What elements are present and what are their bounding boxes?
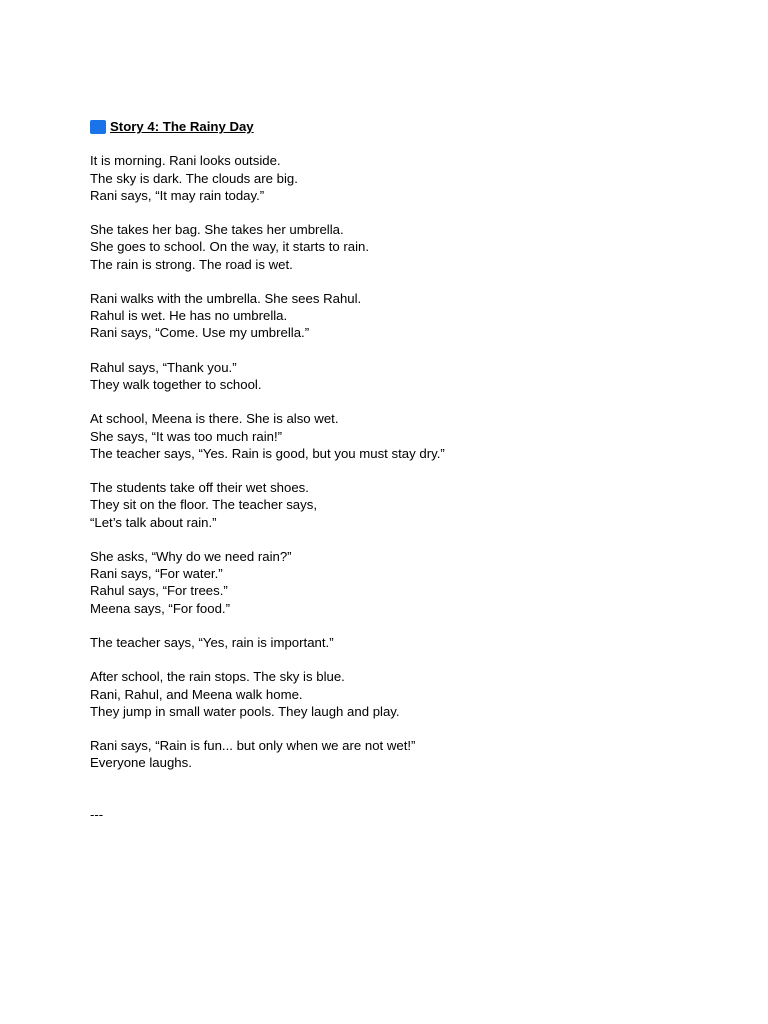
story-line: Rahul says, “For trees.”	[90, 583, 228, 599]
story-paragraph	[90, 410, 730, 462]
story-line: The sky is dark. The clouds are big.	[90, 170, 298, 186]
story-line: The teacher says, “Yes, rain is important.”	[90, 634, 334, 650]
story-line: They walk together to school.	[90, 376, 262, 392]
story-line: After school, the rain stops. The sky is blue.	[90, 669, 345, 685]
story-line: The rain is strong. The road is wet.	[90, 256, 293, 272]
story-paragraph	[90, 668, 730, 720]
story-paragraph	[90, 359, 730, 393]
story-line: “Let’s talk about rain.”	[90, 514, 217, 530]
story-paragraph	[90, 737, 730, 771]
story-line: She takes her bag. She takes her umbrella.	[90, 222, 344, 238]
story-line: Rani says, “It may rain today.”	[90, 187, 265, 203]
story-content	[90, 118, 730, 823]
story-body	[90, 152, 730, 771]
story-line: Rahul says, “Thank you.”	[90, 359, 237, 375]
story-paragraph	[90, 290, 730, 342]
blue-square-icon	[90, 120, 106, 134]
story-line: Meena says, “For food.”	[90, 600, 230, 616]
story-line: Rani says, “Come. Use my umbrella.”	[90, 325, 310, 341]
story-title-row	[90, 118, 730, 135]
story-line: She goes to school. On the way, it starts to rain.	[90, 239, 370, 255]
story-title: Story 4: The Rainy Day	[110, 119, 254, 134]
story-paragraph	[90, 548, 730, 617]
section-separator: ---	[90, 806, 104, 822]
story-line: The students take off their wet shoes.	[90, 480, 309, 496]
story-line: They jump in small water pools. They laugh and play.	[90, 703, 400, 719]
story-paragraph	[90, 221, 730, 273]
story-line: It is morning. Rani looks outside.	[90, 153, 281, 169]
story-paragraph	[90, 634, 730, 651]
story-line: Rani says, “Rain is fun... but only when we are not wet!”	[90, 738, 416, 754]
story-line: Everyone laughs.	[90, 755, 192, 771]
story-line: She asks, “Why do we need rain?”	[90, 548, 292, 564]
story-paragraph	[90, 152, 730, 204]
story-line: They sit on the floor. The teacher says,	[90, 497, 317, 513]
story-line: Rani walks with the umbrella. She sees Rahul.	[90, 290, 362, 306]
story-line: She says, “It was too much rain!”	[90, 428, 283, 444]
story-paragraph	[90, 479, 730, 531]
story-line: At school, Meena is there. She is also wet.	[90, 411, 339, 427]
story-line: The teacher says, “Yes. Rain is good, but you must stay dry.”	[90, 445, 445, 461]
story-line: Rahul is wet. He has no umbrella.	[90, 308, 288, 324]
story-line: Rani says, “For water.”	[90, 566, 223, 582]
story-line: Rani, Rahul, and Meena walk home.	[90, 686, 303, 702]
